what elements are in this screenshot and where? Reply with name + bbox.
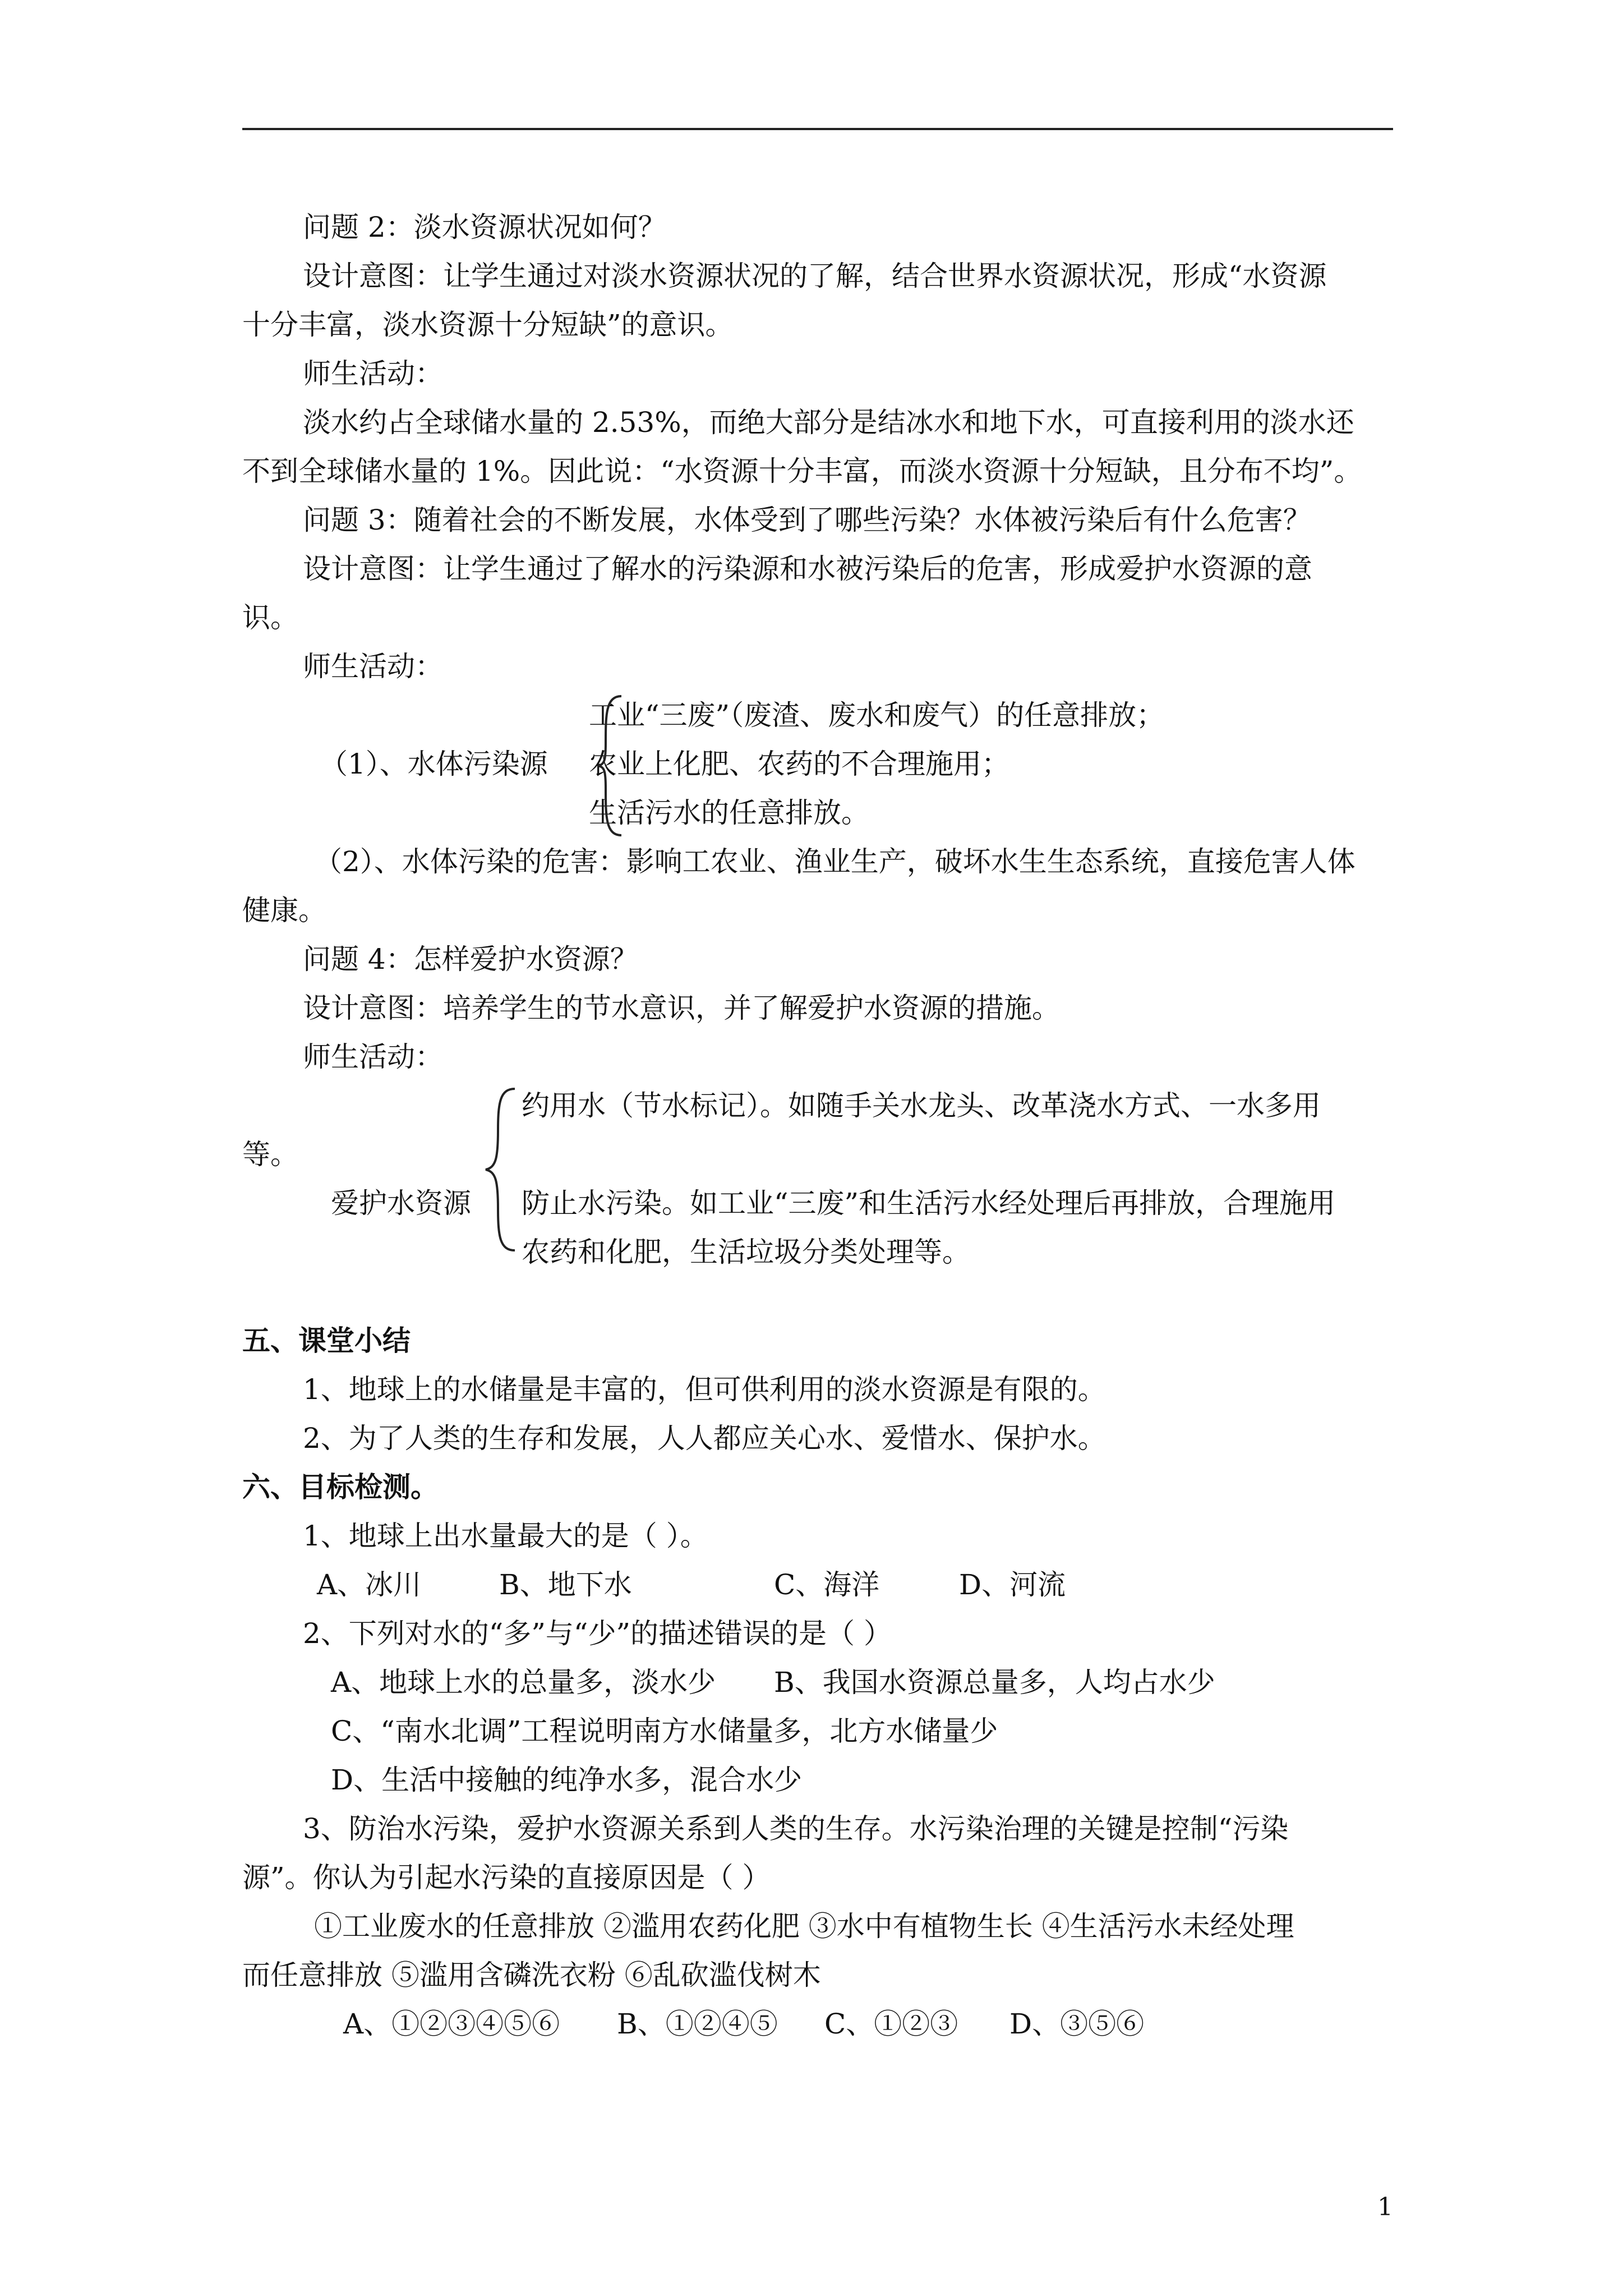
pollution-harm-line2: 健康。 [242,894,326,927]
test-question-3-line1: 3、防治水污染，爱护水资源关系到人类的生存。水污染治理的关键是控制“污染 [303,1812,1289,1845]
test-3-option-d: D、③⑤⑥ [1009,2008,1145,2040]
pollution-harm-line1: （2）、水体污染的危害：影响工农业、渔业生产，破坏水生生态系统，直接危害人体 [314,845,1355,878]
design-intent-3-line2: 识。 [242,601,298,634]
section-6-heading: 六、目标检测。 [242,1471,439,1503]
test-3-option-a: A、①②③④⑤⑥ [343,2008,560,2040]
design-intent-2-line2: 十分丰富，淡水资源十分短缺”的意识。 [242,309,734,341]
pollution-source-industrial: 工业“三废”（废渣、废水和废气）的任意排放； [589,699,1165,731]
activity-label-2: 师生活动： [303,650,443,683]
question-4: 问题 4：怎样爱护水资源？ [303,943,638,976]
summary-item-1: 1、地球上的水储量是丰富的，但可供利用的淡水资源是有限的。 [303,1373,1106,1406]
test-3-option-b: B、①②④⑤ [617,2008,778,2040]
question-3: 问题 3：随着社会的不断发展，水体受到了哪些污染？水体被污染后有什么危害？ [303,504,1311,536]
activity-label-3: 师生活动： [303,1041,443,1073]
paragraph-freshwater-line1: 淡水约占全球储水量的 2.53%，而绝大部分是结冰水和地下水，可直接利用的淡水还 [303,406,1354,439]
pollution-source-domestic: 生活污水的任意排放。 [589,797,869,829]
page-number: 1 [1377,2193,1393,2221]
protect-water-brace [481,1085,520,1254]
test-question-1: 1、地球上出水量最大的是（ ）。 [303,1520,708,1552]
test-1-option-d: D、河流 [959,1568,1066,1601]
test-3-option-c: C、①②③ [824,2008,958,2040]
test-question-3-line2: 源”。你认为引起水污染的直接原因是（ ） [242,1861,771,1894]
protect-measure-2-line1: 防止水污染。如工业“三废”和生活污水经处理后再排放，合理施用 [522,1187,1336,1220]
test-3-statements-line2: 而任意排放 ⑤滥用含磷洗衣粉 ⑥乱砍滥伐树木 [242,1959,821,1991]
test-1-option-b: B、地下水 [499,1568,632,1601]
design-intent-3-line1: 设计意图：让学生通过了解水的污染源和水被污染后的危害，形成爱护水资源的意 [303,553,1312,585]
test-2-option-c: C、“南水北调”工程说明南方水储量多，北方水储量少 [331,1715,998,1747]
protect-measure-2-line2: 农药和化肥，生活垃圾分类处理等。 [522,1236,970,1268]
pollution-source-agricultural: 农业上化肥、农药的不合理施用； [589,748,1009,780]
question-2: 问题 2：淡水资源状况如何？ [303,211,666,243]
summary-item-2: 2、为了人类的生存和发展，人人都应关心水、爱惜水、保护水。 [303,1422,1106,1455]
section-5-heading: 五、课堂小结 [242,1324,411,1357]
pollution-source-label: （1）、水体污染源 [320,748,548,780]
test-3-statements-line1: ①工业废水的任意排放 ②滥用农药化肥 ③水中有植物生长 ④生活污水未经处理 [314,1910,1294,1943]
test-1-option-c: C、海洋 [774,1568,880,1601]
design-intent-2-line1: 设计意图：让学生通过对淡水资源状况的了解，结合世界水资源状况，形成“水资源 [303,260,1327,292]
protect-measure-1-line1: 约用水（节水标记）。如随手关水龙头、改革浇水方式、一水多用 [522,1089,1321,1122]
test-1-option-a: A、冰川 [317,1568,422,1601]
header-rule [242,128,1393,130]
protect-measure-1-line2: 等。 [242,1138,298,1171]
design-intent-4: 设计意图：培养学生的节水意识，并了解爱护水资源的措施。 [303,992,1060,1024]
protect-water-label: 爱护水资源 [331,1187,471,1220]
pollution-source-brace [594,693,628,839]
test-question-2: 2、下列对水的“多”与“少”的描述错误的是（ ） [303,1617,892,1650]
activity-label-1: 师生活动： [303,357,443,390]
paragraph-freshwater-line2: 不到全球储水量的 1%。因此说：“水资源十分丰富，而淡水资源十分短缺，且分布不均”。 [242,455,1362,487]
test-2-option-a: A、地球上水的总量多，淡水少 [331,1666,716,1699]
test-2-option-b: B、我国水资源总量多，人均占水少 [774,1666,1215,1699]
test-2-option-d: D、生活中接触的纯净水多，混合水少 [331,1764,803,1796]
